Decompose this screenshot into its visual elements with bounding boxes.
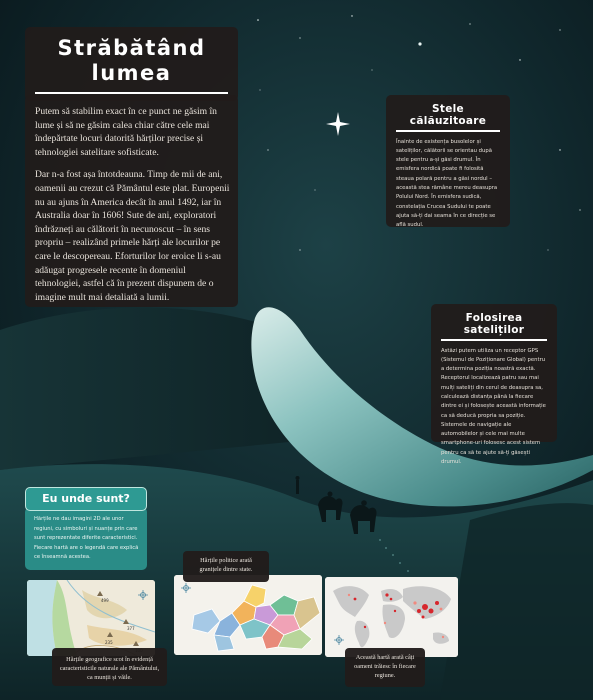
stele-heading: Stele călăuzitoare (409, 103, 487, 127)
where-body: Hărțile ne dau imagini 2D ale unor regiuni, cu simboluri și nuanțe prin care sunt reprezentate diferite caracteristici. Fiecare hartă are o legendă care explică ce înseamnă acestea. (34, 516, 139, 561)
density-map-caption: Această hartă arată câți oameni trăiesc în fiecare regiune. (345, 648, 425, 687)
where-panel (25, 507, 147, 570)
page-title: Străbătând lumea (57, 36, 206, 85)
sateliti-heading: Folosirea sateliților (463, 312, 525, 336)
intro-paragraph-2: Dar n-a fost așa întotdeauna. Timp de mii de ani, oamenii au crezut că Pământul este plat. Europenii nu au ajuns în America decât în anul 1492, iar în Australia doar în 1606! Sute de ani, exploratori îndrăzneți au călătorit în necunoscut – în sens propriu – realizând primele hărți ale locurilor pe care le descopereau. Eforturilor lor eroice li s-au adăugat progresele recente în domeniul tehnologiei, astfel că în prezent dispunem de o imagine mult mai detaliată a lumii. (35, 169, 230, 303)
sateliti-panel (431, 304, 557, 466)
peak-label-1: 499 (101, 598, 109, 603)
where-heading: Eu unde sunt? (42, 492, 130, 505)
political-map (174, 575, 322, 655)
sateliti-body: Astăzi putem utiliza un receptor GPS (Sistemul de Poziționare Global) pentru a determina poziția noastră exactă. Receptorul localizează patru sau mai mulți sateliți din cerul de deasupra sa, calculează distanța până la fiecare dintre ei și folosește această informație ca să deducă propria sa poziție. Sistemele de navigație ale automobilelor și cele mai multe smartphone-uri folosesc acest sistem pentru ca să te ajute să-ți găsești drumul. (441, 347, 546, 466)
stele-panel (386, 95, 510, 227)
peak-label-2: 377 (127, 626, 135, 631)
geographic-map (27, 580, 155, 656)
stele-underline (396, 130, 500, 132)
political-map-caption: Hărțile politice arată granițele dintre state. (183, 551, 269, 582)
intro-paragraph-1: Putem să stabilim exact în ce punct ne găsim în lume și să ne găsim calea chiar către cele mai îndepărtate locuri datorită hărților precise și tehnologiei satelitare sofisticate. (35, 106, 217, 158)
population-density-map (325, 577, 458, 657)
geographic-map-caption: Hărțile geografice scot în evidență caracteristicile naturale ale Pământului, ca munții și văile. (52, 648, 167, 686)
stele-body: Înainte de existența busolelor și sateliților, călătorii se orientau după stele pentru a-și găsi drumul. În emisfera nordică poate fi folosită steaua polară pentru a găsi nordul – această stea rămâne mereu deasupra Polului Nord. În emisfera sudică, constelația Crucea Sudului te poate ajuta să-ți dai seama în ce direcție se află sudul. (396, 138, 498, 229)
title-underline (35, 92, 228, 94)
intro-panel (25, 95, 238, 307)
peak-label-3: 235 (105, 640, 113, 645)
sateliti-underline (441, 339, 547, 341)
title-panel (25, 27, 238, 101)
where-title-box (25, 487, 147, 511)
